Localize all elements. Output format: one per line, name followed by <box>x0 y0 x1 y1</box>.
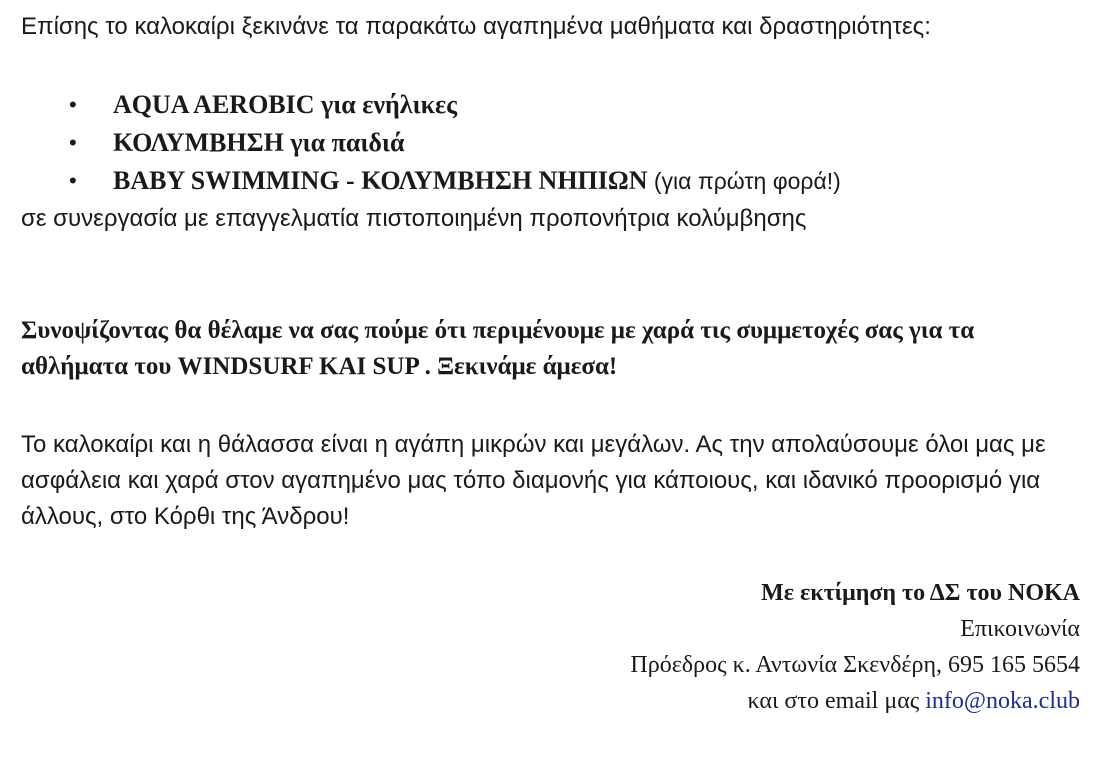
signature-title: Με εκτίμηση το ΔΣ του ΝΟΚΑ <box>761 580 1080 606</box>
list-item <box>21 162 1080 200</box>
partnership-paragraph: σε συνεργασία με επαγγελματία πιστοποιημένη προπονήτρια κολύμβησης <box>21 205 807 232</box>
signature-block <box>630 575 1080 719</box>
contact-label: Επικοινωνία <box>960 616 1080 642</box>
intro-paragraph: Επίσης το καλοκαίρι ξεκινάνε τα παρακάτω αγαπημένα μαθήματα και δραστηριότητες: <box>21 13 931 40</box>
email-line <box>630 683 1080 719</box>
activities-list <box>21 86 1080 200</box>
email-link[interactable]: info@noka.club <box>925 688 1080 714</box>
activity-title: AQUA AEROBIC για ενήλικες <box>113 90 458 119</box>
activity-title: BABY SWIMMING - ΚΟΛΥΜΒΗΣΗ ΝΗΠΙΩΝ <box>113 166 648 195</box>
list-item <box>21 124 1080 162</box>
email-prefix: και στο email μας <box>747 688 926 714</box>
bullet-icon: • <box>69 168 77 193</box>
summary-paragraph: Συνοψίζοντας θα θέλαμε να σας πούμε ότι περιμένουμε με χαρά τις συμμετοχές σας για τα αθλήματα του WINDSURF ΚΑΙ SUP . Ξεκινάμε άμεσα! <box>21 317 975 380</box>
bullet-icon: • <box>69 92 77 117</box>
list-item <box>21 86 1080 124</box>
bullet-icon: • <box>69 130 77 155</box>
president-contact: Πρόεδρος κ. Αντωνία Σκενδέρη, 695 165 5654 <box>630 652 1080 678</box>
closing-paragraph: Το καλοκαίρι και η θάλασσα είναι η αγάπη μικρών και μεγάλων. Ας την απολαύσουμε όλοι μας με ασφάλεια και χαρά στον αγαπημένο μας τόπο διαμονής για κάποιους, και ιδανικό προορισμό για άλλους, στο Κόρθι της Άνδρου! <box>21 431 1046 530</box>
activity-title: ΚΟΛΥΜΒΗΣΗ για παιδιά <box>113 128 405 157</box>
activity-note: (για πρώτη φορά!) <box>647 168 841 194</box>
